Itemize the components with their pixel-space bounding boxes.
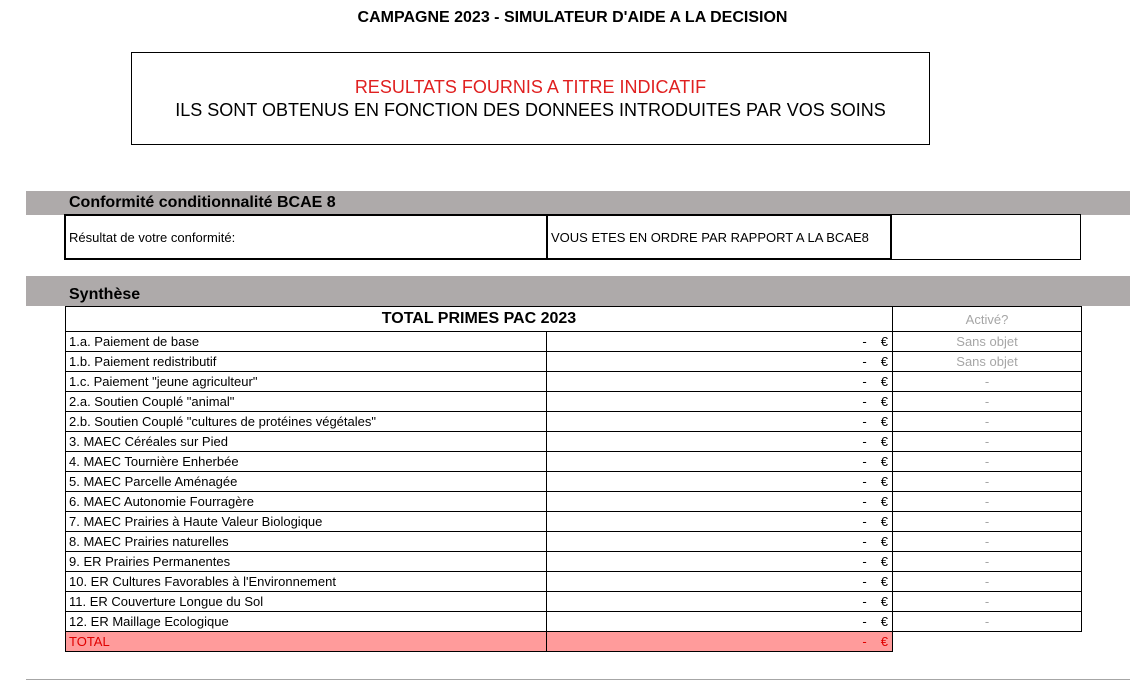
total-amount-value: - <box>862 634 867 649</box>
row-amount-cell[interactable] <box>547 492 893 512</box>
row-amount-value: - <box>862 574 867 589</box>
row-currency: € <box>880 594 888 609</box>
row-currency: € <box>880 574 888 589</box>
row-amount-cell[interactable] <box>547 512 893 532</box>
row-label-cell[interactable]: 2.b. Soutien Couplé "cultures de protéines végétales" <box>66 412 547 432</box>
row-currency: € <box>880 394 888 409</box>
row-amount-cell[interactable] <box>547 532 893 552</box>
row-amount-value: - <box>862 354 867 369</box>
synthese-table <box>65 306 1082 652</box>
table-row <box>66 512 1082 532</box>
row-currency: € <box>880 454 888 469</box>
row-amount-cell[interactable] <box>547 592 893 612</box>
row-amount-value: - <box>862 594 867 609</box>
notice-box <box>131 52 930 145</box>
row-currency: € <box>880 374 888 389</box>
row-currency: € <box>880 514 888 529</box>
table-row <box>66 552 1082 572</box>
row-label-cell[interactable]: 4. MAEC Tournière Enherbée <box>66 452 547 472</box>
active-header-cell[interactable]: Activé? <box>893 307 1082 332</box>
table-row <box>66 612 1082 632</box>
row-label-cell[interactable]: 11. ER Couverture Longue du Sol <box>66 592 547 612</box>
bcae-empty-cell[interactable] <box>892 214 1081 260</box>
row-amount-value: - <box>862 554 867 569</box>
total-currency: € <box>880 634 888 649</box>
bcae-section-header: Conformité conditionnalité BCAE 8 <box>26 191 1130 215</box>
table-row <box>66 432 1082 452</box>
row-label-cell[interactable]: 1.c. Paiement "jeune agriculteur" <box>66 372 547 392</box>
row-active-cell[interactable]: - <box>893 572 1082 592</box>
row-currency: € <box>880 554 888 569</box>
bcae-result-row <box>64 214 1081 260</box>
table-row <box>66 412 1082 432</box>
table-row <box>66 592 1082 612</box>
total-amount-cell[interactable] <box>547 632 893 652</box>
row-amount-cell[interactable] <box>547 452 893 472</box>
row-amount-cell[interactable] <box>547 432 893 452</box>
row-amount-cell[interactable] <box>547 332 893 352</box>
row-active-cell[interactable]: - <box>893 492 1082 512</box>
table-row <box>66 332 1082 352</box>
row-active-cell[interactable]: - <box>893 392 1082 412</box>
bcae-result-cell[interactable]: VOUS ETES EN ORDRE PAR RAPPORT A LA BCAE8 <box>546 214 892 260</box>
row-active-cell[interactable]: - <box>893 432 1082 452</box>
row-active-cell[interactable]: - <box>893 532 1082 552</box>
row-amount-value: - <box>862 534 867 549</box>
row-currency: € <box>880 354 888 369</box>
row-amount-value: - <box>862 514 867 529</box>
row-amount-cell[interactable] <box>547 412 893 432</box>
row-label-cell[interactable]: 1.a. Paiement de base <box>66 332 547 352</box>
row-currency: € <box>880 414 888 429</box>
row-label-cell[interactable]: 9. ER Prairies Permanentes <box>66 552 547 572</box>
total-label-cell[interactable]: TOTAL <box>66 632 547 652</box>
row-amount-value: - <box>862 414 867 429</box>
row-amount-cell[interactable] <box>547 372 893 392</box>
row-currency: € <box>880 474 888 489</box>
row-amount-value: - <box>862 334 867 349</box>
row-amount-value: - <box>862 434 867 449</box>
table-row <box>66 352 1082 372</box>
notice-warning: RESULTATS FOURNIS A TITRE INDICATIF <box>354 77 707 97</box>
row-active-cell[interactable]: - <box>893 412 1082 432</box>
table-row <box>66 452 1082 472</box>
row-active-cell[interactable]: - <box>893 512 1082 532</box>
total-empty-cell <box>893 632 1082 652</box>
row-label-cell[interactable]: 6. MAEC Autonomie Fourragère <box>66 492 547 512</box>
row-amount-cell[interactable] <box>547 552 893 572</box>
row-currency: € <box>880 534 888 549</box>
table-title-cell[interactable]: TOTAL PRIMES PAC 2023 <box>66 307 893 332</box>
row-label-cell[interactable]: 8. MAEC Prairies naturelles <box>66 532 547 552</box>
row-active-cell[interactable]: - <box>893 592 1082 612</box>
total-row <box>66 632 1082 652</box>
row-amount-cell[interactable] <box>547 472 893 492</box>
row-amount-value: - <box>862 474 867 489</box>
row-currency: € <box>880 614 888 629</box>
row-label-cell[interactable]: 5. MAEC Parcelle Aménagée <box>66 472 547 492</box>
row-active-cell[interactable]: Sans objet <box>893 332 1082 352</box>
row-amount-cell[interactable] <box>547 612 893 632</box>
row-label-cell[interactable]: 3. MAEC Céréales sur Pied <box>66 432 547 452</box>
table-row <box>66 472 1082 492</box>
row-amount-value: - <box>862 454 867 469</box>
row-amount-value: - <box>862 374 867 389</box>
row-currency: € <box>880 434 888 449</box>
table-header-row <box>66 307 1082 332</box>
row-currency: € <box>880 494 888 509</box>
row-amount-value: - <box>862 394 867 409</box>
row-amount-value: - <box>862 614 867 629</box>
row-active-cell[interactable]: - <box>893 372 1082 392</box>
row-label-cell[interactable]: 12. ER Maillage Ecologique <box>66 612 547 632</box>
row-active-cell[interactable]: - <box>893 552 1082 572</box>
page-title: CAMPAGNE 2023 - SIMULATEUR D'AIDE A LA DECISION <box>357 9 788 26</box>
row-amount-cell[interactable] <box>547 572 893 592</box>
row-active-cell[interactable]: - <box>893 452 1082 472</box>
row-active-cell[interactable]: - <box>893 472 1082 492</box>
synthese-section-header: Synthèse <box>26 276 1130 306</box>
table-row <box>66 372 1082 392</box>
row-label-cell[interactable]: 10. ER Cultures Favorables à l'Environnement <box>66 572 547 592</box>
row-label-cell[interactable]: 1.b. Paiement redistributif <box>66 352 547 372</box>
row-active-cell[interactable]: - <box>893 612 1082 632</box>
table-row <box>66 392 1082 412</box>
row-label-cell[interactable]: 2.a. Soutien Couplé "animal" <box>66 392 547 412</box>
notice-explanation: ILS SONT OBTENUS EN FONCTION DES DONNEES INTRODUITES PAR VOS SOINS <box>175 100 886 120</box>
table-row <box>66 492 1082 512</box>
table-row <box>66 532 1082 552</box>
row-currency: € <box>880 334 888 349</box>
bottom-divider <box>26 679 1130 680</box>
table-row <box>66 572 1082 592</box>
row-amount-cell[interactable] <box>547 392 893 412</box>
row-amount-value: - <box>862 494 867 509</box>
row-label-cell[interactable]: 7. MAEC Prairies à Haute Valeur Biologique <box>66 512 547 532</box>
bcae-label-cell[interactable]: Résultat de votre conformité: <box>64 214 546 260</box>
row-amount-cell[interactable] <box>547 352 893 372</box>
row-active-cell[interactable]: Sans objet <box>893 352 1082 372</box>
